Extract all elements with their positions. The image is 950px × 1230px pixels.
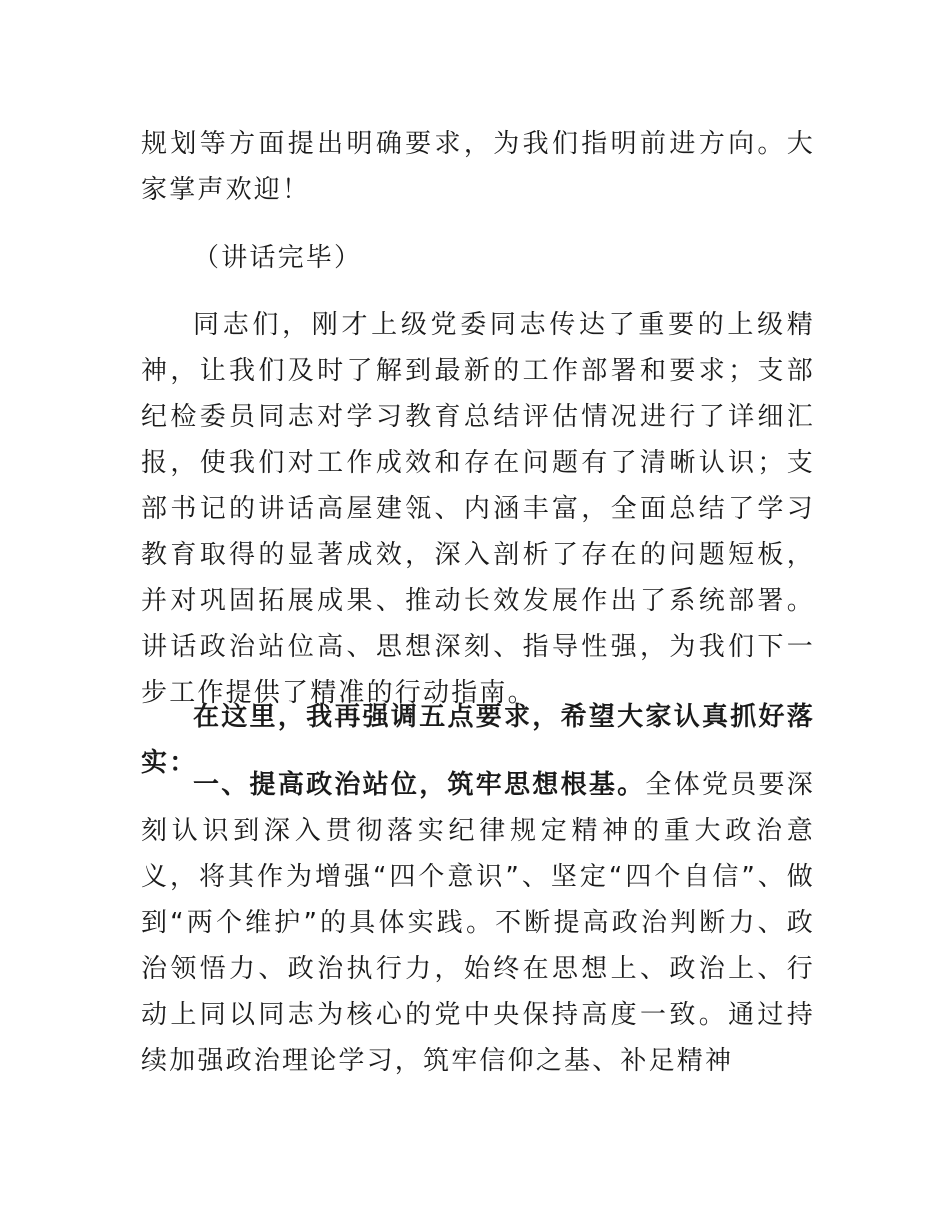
speech-end-note: （讲话完毕） <box>193 243 363 273</box>
point-one-body: 全体党员要深刻认识到深入贯彻落实纪律规定精神的重大政治意义，将其作为增强“四个意识”、坚定“四个自信”、做到“两个维护”的具体实践。不断提高政治判断力、政治领悟力、政治执行力，始终在思想上、政治上、行动上同以同志为核心的党中央保持高度一致。通过持续加强政治理论学习，筑牢信仰之基、补足精神 <box>141 770 816 1076</box>
summary-paragraph: 同志们，刚才上级党委同志传达了重要的上级精神，让我们及时了解到最新的工作部署和要求；支部纪检委员同志对学习教育总结评估情况进行了详细汇报，使我们对工作成效和存在问题有了清晰认识；支部书记的讲话高屋建瓴、内涵丰富，全面总结了学习教育取得的显著成效，深入剖析了存在的问题短板，并对巩固拓展成果、推动长效发展作出了系统部署。讲话政治站位高、思想深刻、指导性强，为我们下一步工作提供了精准的行动指南。 <box>141 310 815 708</box>
continuation-paragraph: 规划等方面提出明确要求，为我们指明前进方向。大家掌声欢迎！ <box>141 129 815 205</box>
point-one-heading: 一、提高政治站位，筑牢思想根基。 <box>193 770 646 800</box>
requirements-intro: 在这里，我再强调五点要求，希望大家认真抓好落实： <box>141 702 815 778</box>
point-one-paragraph <box>141 762 815 1084</box>
